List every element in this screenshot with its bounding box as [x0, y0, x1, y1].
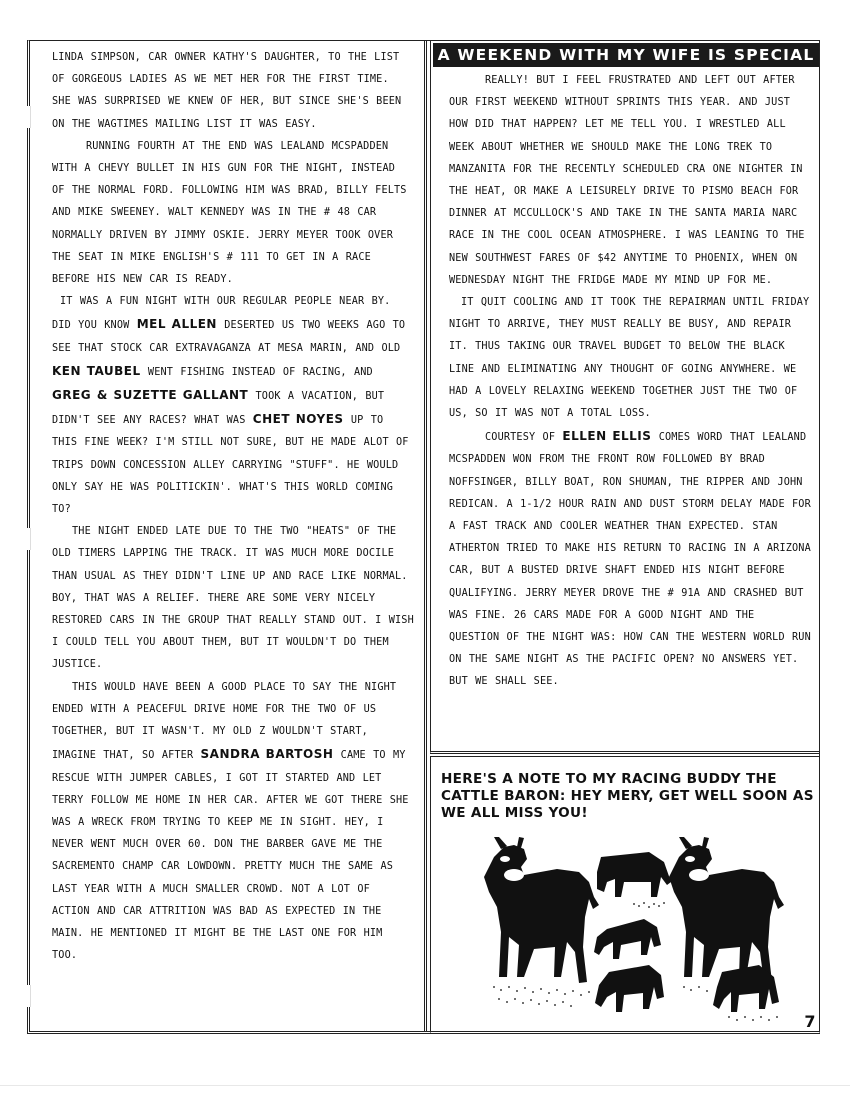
paragraph-text: THIS WOULD HAVE BEEN A GOOD PLACE TO SAY THE NIGHT ENDED WITH A PEACEFUL DRIVE HOME FOR THE TWO OF US TOGETHER, BUT IT WASN'T. MY OLD Z WOULDN'T START, IMAGINE THAT, SO AFTER — [52, 681, 397, 762]
paragraph-text: COMES WORD THAT LEALAND MCSPADDEN WON FROM THE FRONT ROW FOLLOWED BY BRAD NOFFSINGER, BILLY BOAT, RON SHUMAN, THE RIPPER AND JOHN REDICAN. A 1-1/2 HOUR RAIN AND DUST STORM DELAY MADE FOR A FAST TRACK AND COOLER WEATHER THAN EXPECTED. STAN ATHERTON TRIED TO MAKE HIS RETURN TO RACING IN A ARIZONA CAR, BUT A BUSTED DRIVE SHAFT ENDED HIS NIGHT BEFORE QUALIFYING. JERRY MEYER DROVE THE # 91A AND CRASHED BUT WAS FINE. 26 CARS MADE FOR A GOOD NIGHT AND THE QUESTION OF THE NIGHT WAS: HOW CAN THE WESTERN WORLD RUN ON THE SAME NIGHT AS THE PACIFIC OPEN? NO ANSWERS YET. BUT WE SHALL SEE. — [449, 432, 811, 688]
highlighted-name: MEL ALLEN — [136, 317, 217, 332]
cow-standing-right — [669, 837, 784, 983]
page-number: 7 — [804, 1012, 816, 1031]
paragraph-text: UP TO THIS FINE WEEK? I'M STILL NOT SURE, BUT HE MADE ALOT OF TRIPS DOWN CONCESSION ALLEY CARRYING "STUFF". HE WOULD ONLY SAY HE WAS POLITICKIN'. WHAT'S THIS WORLD COMING TO? — [52, 415, 409, 516]
cow-grazing-top — [597, 852, 671, 897]
article-box — [430, 40, 820, 754]
binder-hole-middle — [16, 528, 31, 550]
cow-grazing-bottom-left — [595, 965, 664, 1012]
highlighted-name: GREG & SUZETTE GALLANT — [52, 388, 249, 403]
paragraph — [449, 425, 811, 693]
paragraph — [449, 292, 811, 425]
paragraph-text: IT WAS A FUN NIGHT WITH OUR REGULAR PEOPLE NEAR BY. DID YOU KNOW — [52, 296, 391, 332]
paragraph — [449, 70, 811, 292]
paragraph-text: COURTESY OF — [485, 432, 563, 444]
paragraph-text: LINDA SIMPSON, CAR OWNER KATHY'S DAUGHTER, TO THE LIST OF GORGEOUS LADIES AS WE MET HER FOR THE FIRST TIME. SHE WAS SURPRISED WE KNEW OF HER, BUT SINCE SHE'S BEEN ON THE WAGTIMES MAILING LIST IT WAS EASY. — [52, 52, 402, 130]
paragraph-text: IT QUIT COOLING AND IT TOOK THE REPAIRMAN UNTIL FRIDAY NIGHT TO ARRIVE, THEY MUST REALLY BE BUSY, AND REPAIR IT. THUS TAKING OUR TRAVEL BUDGET TO BELOW THE BLACK LINE AND ELIMINATING ANY THOUGHT OF GOING ANYWHERE. WE HAD A LOVELY RELAXING WEEKEND TOGETHER JUST THE TWO OF US, SO IT WAS NOT A TOTAL LOSS. — [449, 297, 810, 420]
paragraph-text: TOOK A VACATION, BUT DIDN'T SEE ANY RACES? WHAT WAS — [52, 391, 385, 427]
cattle-herd-icon — [439, 837, 814, 1027]
left-column — [30, 40, 427, 1032]
highlighted-name: ELLEN ELLIS — [562, 429, 652, 444]
paragraph — [52, 291, 414, 521]
left-column-text — [52, 47, 414, 967]
binder-hole-bottom — [16, 985, 31, 1007]
paragraph-text: RUNNING FOURTH AT THE END WAS LEALAND MCSPADDEN WITH A CHEVY BULLET IN HIS GUN FOR THE NIGHT, INSTEAD OF THE NORMAL FORD. FOLLOWING HIM WAS BRAD, BILLY FELTS AND MIKE SWEENEY. WALT KENNEDY WAS IN THE # 48 CAR NORMALLY DRIVEN BY JIMMY OSKIE. JERRY MEYER TOOK OVER THE SEAT IN MIKE ENGLISH'S # 111 TO GET IN A RACE BEFORE HIS NEW CAR IS READY. — [52, 140, 407, 286]
paragraph — [52, 677, 414, 968]
bottom-rule — [0, 1085, 850, 1086]
note-box — [430, 756, 820, 1034]
cow-standing-left — [484, 837, 599, 983]
highlighted-name: SANDRA BARTOSH — [200, 747, 334, 762]
paragraph-text: DESERTED US TWO WEEKS AGO TO SEE THAT STOCK CAR EXTRAVAGANZA AT MESA MARIN, AND OLD — [52, 320, 406, 354]
paragraph — [52, 136, 414, 291]
article-heading: A WEEKEND WITH MY WIFE IS SPECIAL — [433, 43, 819, 67]
right-column — [430, 40, 820, 1034]
paragraph-text: CAME TO MY RESCUE WITH JUMPER CABLES, I GOT IT STARTED AND LET TERRY FOLLOW ME HOME IN HER CAR. AFTER WE GOT THERE SHE WAS A WRECK FROM TRYING TO KEEP ME IN SIGHT. HEY, I NEVER WENT MUCH OVER 60. DON THE BARBER GAVE ME THE SACREMENTO CHAMP CAR LOWDOWN. PRETTY MUCH THE SAME AS LAST YEAR WITH A MUCH SMALLER CROWD. NOT A LOT OF ACTION AND CAR ATTRITION WAS BAD AS EXPECTED IN THE MAIN. HE MENTIONED IT MIGHT BE THE LAST ONE FOR HIM TOO. — [52, 750, 409, 962]
paragraph-text: WENT FISHING INSTEAD OF RACING, AND — [140, 366, 373, 378]
paragraph — [52, 521, 414, 676]
paragraph-text: REALLY! BUT I FEEL FRUSTRATED AND LEFT OUT AFTER OUR FIRST WEEKEND WITHOUT SPRINTS THIS YEAR. AND JUST HOW DID THAT HAPPEN? LET ME TELL YOU. I WRESTLED ALL WEEK ABOUT WHETHER WE SHOULD MAKE THE LONG TREK TO MANZANITA FOR THE RECENTLY SCHEDULED CRA ONE NIGHTER IN THE HEAT, OR MAKE A LEISURELY DRIVE TO PISMO BEACH FOR DINNER AT MCCULLOCK'S AND TAKE IN THE SANTA MARIA NARC RACE IN THE COOL OCEAN ATMOSPHERE. I WAS LEANING TO THE NEW SOUTHWEST FARES OF $42 ANYTIME TO PHOENIX, WHEN ON WEDNESDAY NIGHT THE FRIDGE MADE MY MIND UP FOR ME. — [449, 75, 805, 286]
highlighted-name: KEN TAUBEL — [52, 363, 141, 378]
article-text — [449, 70, 811, 694]
highlighted-name: CHET NOYES — [252, 412, 344, 427]
binder-hole-top — [16, 106, 31, 128]
note-heading: HERE'S A NOTE TO MY RACING BUDDY THE CATTLE BARON: HEY MERY, GET WELL SOON AS WE ALL MISS YOU! — [441, 771, 814, 821]
paragraph — [52, 47, 414, 136]
paragraph-text: THE NIGHT ENDED LATE DUE TO THE TWO "HEATS" OF THE OLD TIMERS LAPPING THE TRACK. IT WAS MUCH MORE DOCILE THAN USUAL AS THEY DIDN'T LINE UP AND RACE LIKE NORMAL. BOY, THAT WAS A RELIEF. THERE ARE SOME VERY NICELY RESTORED CARS IN THE GROUP THAT REALLY STAND OUT. I WISH I COULD TELL YOU ABOUT THEM, BUT IT WOULDN'T DO THEM JUSTICE. — [52, 526, 414, 671]
cow-grazing-middle — [594, 919, 661, 959]
